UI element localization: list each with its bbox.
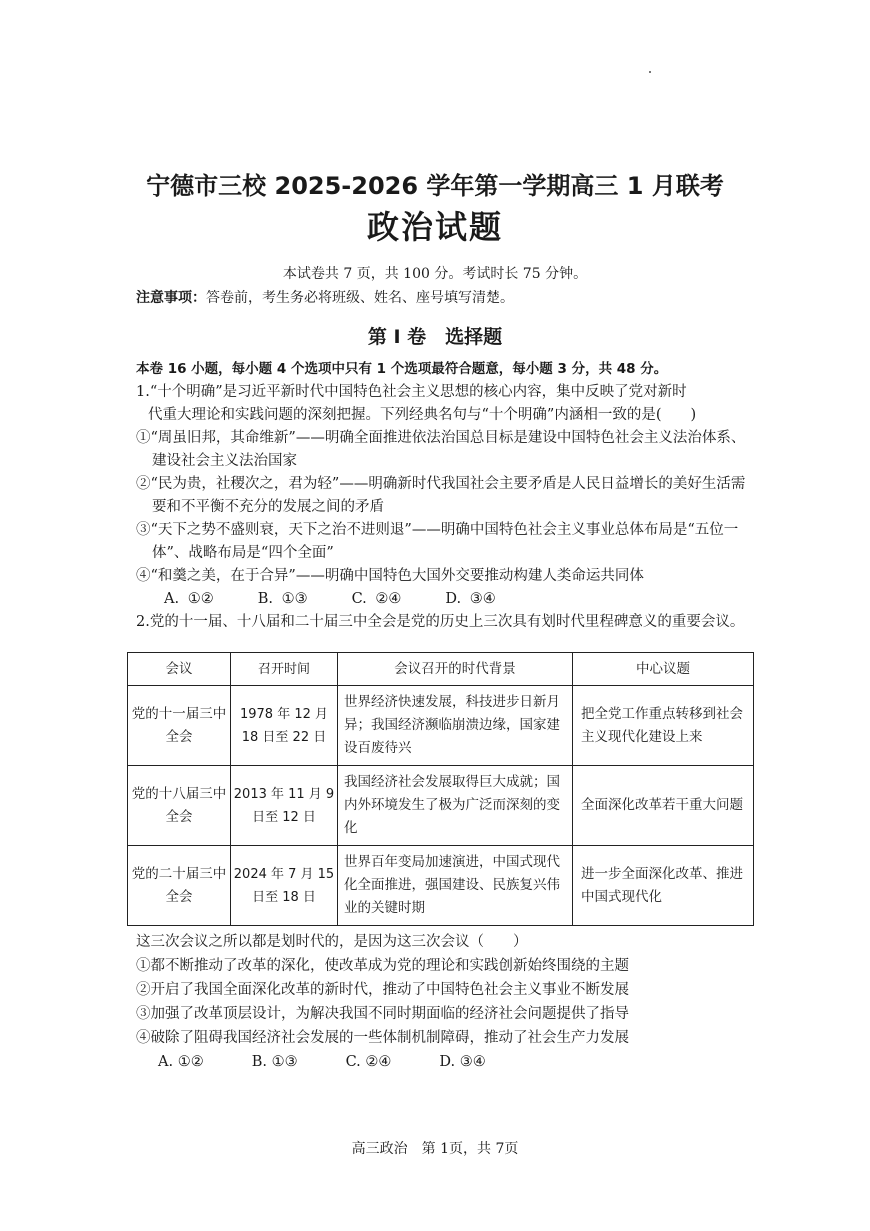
- notice-text: 答卷前，考生务必将班级、姓名、座号填写清楚。: [206, 290, 514, 306]
- q1-choices: [136, 588, 746, 611]
- exam-title: 宁德市三校 2025-2026 学年第一学期高三 1 月联考: [146, 172, 724, 200]
- table-cell: 1978 年 12 月 18 日至 22 日: [231, 686, 338, 766]
- table-header: 中心议题: [573, 653, 754, 686]
- q2-choice-b: B. ①③: [251, 1054, 298, 1070]
- table-cell: 2013 年 11 月 9 日至 12 日: [231, 766, 338, 846]
- notice-label: 注意事项：: [136, 290, 206, 306]
- table-cell: 把全党工作重点转移到社会主义现代化建设上来: [573, 686, 754, 766]
- q1-option-4: ④“和羹之美，在于合异”——明确中国特色大国外交要推动构建人类命运共同体: [136, 568, 644, 584]
- q2-choice-d: D. ③④: [439, 1054, 486, 1070]
- table-header: 会议: [128, 653, 231, 686]
- q2-option-3: ③加强了改革顶层设计，为解决我国不同时期面临的经济社会问题提供了指导: [136, 1006, 629, 1022]
- q2-stem: 2.党的十一届、十八届和二十届三中全会是党的历史上三次具有划时代里程碑意义的重要会议。: [136, 614, 745, 630]
- table-cell: 世界百年变局加速演进，中国式现代化全面推进，强国建设、民族复兴伟业的关键时期: [338, 846, 573, 926]
- table-header: 会议召开的时代背景: [338, 653, 573, 686]
- table-cell: 世界经济快速发展，科技进步日新月异；我国经济濒临崩溃边缘，国家建设百废待兴: [338, 686, 573, 766]
- notice: [136, 287, 514, 307]
- subject-title: 政治试题: [366, 208, 503, 246]
- table-row: [128, 766, 754, 846]
- table-cell: 党的十八届三中全会: [128, 766, 231, 846]
- exam-info: 本试卷共 7 页，共 100 分。考试时长 75 分钟。: [282, 266, 588, 282]
- q1-option-3: ③“天下之势不盛则衰，天下之治不进则退”——明确中国特色社会主义事业总体布局是“五位一体”、战略布局是“四个全面”: [136, 522, 739, 561]
- q2-choice-a: A. ①②: [158, 1054, 204, 1070]
- table-cell: 我国经济社会发展取得巨大成就；国内外环境发生了极为广泛而深刻的变化: [338, 766, 573, 846]
- q2-choice-c: C. ②④: [345, 1054, 392, 1070]
- q2-option-1: ①都不断推动了改革的深化，使改革成为党的理论和实践创新始终围绕的主题: [136, 958, 629, 974]
- section-instruction: 本卷 16 小题，每小题 4 个选项中只有 1 个选项最符合题意，每小题 3 分，共 48 分。: [136, 361, 668, 377]
- q1-stem-line1: 1.“十个明确”是习近平新时代中国特色社会主义思想的核心内容，集中反映了党对新时: [136, 384, 687, 400]
- q1-option-2: ②“民为贵，社稷次之，君为轻”——明确新时代我国社会主要矛盾是人民日益增长的美好生活需要和不平衡不充分的发展之间的矛盾: [136, 476, 746, 515]
- table-cell: 2024 年 7 月 15 日至 18 日: [231, 846, 338, 926]
- table-cell: 党的十一届三中全会: [128, 686, 231, 766]
- table-row: [128, 686, 754, 766]
- section-title: 第 Ⅰ 卷 选择题: [367, 326, 503, 348]
- q2-option-2: ②开启了我国全面深化改革的新时代，推动了中国特色社会主义事业不断发展: [136, 982, 629, 998]
- table-cell: 党的二十届三中全会: [128, 846, 231, 926]
- q2-question-block: [136, 930, 756, 1074]
- q1-choice-d: D. ③④: [445, 591, 496, 607]
- table-row: [128, 846, 754, 926]
- q1-choice-a: A. ①②: [164, 591, 214, 607]
- q2-choices: [136, 1050, 756, 1074]
- q1-option-1: ①“周虽旧邦，其命维新”——明确全面推进依法治国总目标是建设中国特色社会主义法治体系、建设社会主义法治国家: [136, 430, 746, 469]
- q1-choice-c: C. ②④: [351, 591, 402, 607]
- q2-option-4: ④破除了阻碍我国经济社会发展的一些体制机制障碍，推动了社会生产力发展: [136, 1030, 629, 1046]
- question-content: [136, 358, 746, 634]
- scan-dot: [649, 71, 651, 73]
- table-header-row: [128, 653, 754, 686]
- page-footer: 高三政治 第 1页，共 7页: [351, 1141, 519, 1157]
- q1-stem-line2: 代重大理论和实践问题的深刻把握。下列经典名句与“十个明确”内涵相一致的是( ): [148, 407, 697, 423]
- q1-choice-b: B. ①③: [257, 591, 308, 607]
- table-cell: 进一步全面深化改革、推进中国式现代化: [573, 846, 754, 926]
- table-header: 召开时间: [231, 653, 338, 686]
- meeting-table: [127, 652, 754, 926]
- q2-question: 这三次会议之所以都是划时代的，是因为这三次会议（ ）: [136, 934, 528, 950]
- table-cell: 全面深化改革若干重大问题: [573, 766, 754, 846]
